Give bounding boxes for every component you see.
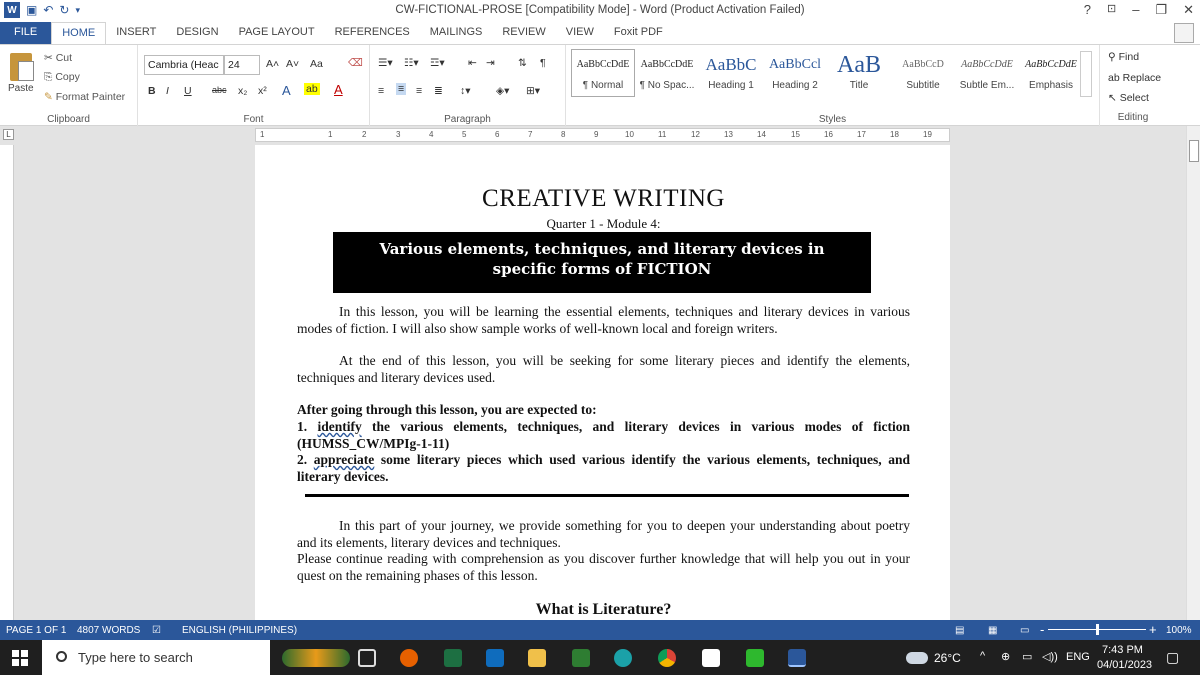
print-layout-icon[interactable]: ▦ bbox=[988, 625, 998, 636]
replace-icon: ab bbox=[1108, 72, 1123, 84]
copy-button[interactable]: ⎘ Copy bbox=[44, 71, 80, 83]
paragraph-label: Paragraph bbox=[444, 114, 491, 125]
cloud-weather-icon bbox=[906, 652, 928, 664]
banner-line-1: Various elements, techniques, and literary devices in bbox=[379, 240, 825, 258]
web-layout-icon[interactable]: ▭ bbox=[1020, 625, 1030, 636]
notifications-icon[interactable]: ▢ bbox=[1166, 649, 1180, 665]
vertical-ruler[interactable] bbox=[0, 145, 14, 620]
paragraph-4: Please continue reading with comprehension as you discover further knowledge that will help you out in your quest on the remaining phases of this lesson. bbox=[297, 551, 910, 583]
justify-icon[interactable]: ≣ bbox=[434, 85, 443, 97]
align-left-icon[interactable]: ≡ bbox=[378, 85, 385, 97]
editing-label: Editing bbox=[1117, 112, 1149, 123]
font-group bbox=[138, 45, 370, 127]
clear-formatting-icon[interactable]: ⌫ bbox=[348, 57, 363, 69]
tab-home[interactable]: HOME bbox=[51, 22, 106, 44]
styles-gallery bbox=[571, 49, 1083, 97]
input-language[interactable]: ENG bbox=[1066, 651, 1090, 663]
task-view-icon[interactable] bbox=[358, 649, 376, 667]
tab-insert[interactable]: INSERT bbox=[116, 26, 157, 38]
strikethrough-button[interactable]: abc bbox=[212, 85, 227, 95]
format-painter-button[interactable]: ✎ Format Painter bbox=[44, 91, 126, 103]
weather-widget-icon[interactable] bbox=[282, 649, 350, 667]
undo-icon[interactable]: ↶ bbox=[43, 3, 54, 17]
style-no-spacing[interactable]: AaBbCcDdE ¶ No Spac... bbox=[639, 59, 695, 91]
edge-icon[interactable] bbox=[614, 649, 632, 667]
word-count[interactable]: 4807 WORDS bbox=[77, 625, 141, 636]
subscript-button[interactable]: x₂ bbox=[238, 85, 248, 97]
cut-button[interactable]: ✂ Cut bbox=[44, 52, 73, 64]
app-icon[interactable] bbox=[572, 649, 590, 667]
change-case-button[interactable]: Aa bbox=[310, 58, 323, 70]
title-bar bbox=[0, 0, 1200, 22]
objective-1: 1. identify the various elements, techniques, and literary devices in various modes of fiction (HUMSS_CW/MPIg-1-11) bbox=[297, 419, 911, 451]
zoom-slider-thumb[interactable] bbox=[1096, 624, 1099, 635]
tray-app-icon[interactable]: ⊕ bbox=[1001, 651, 1011, 663]
chrome-icon[interactable] bbox=[658, 649, 676, 667]
styles-scroll[interactable] bbox=[1080, 51, 1092, 97]
show-marks-icon[interactable]: ¶ bbox=[540, 57, 546, 69]
proofing-icon[interactable]: ☑ bbox=[152, 625, 161, 636]
borders-icon[interactable]: ⊞▾ bbox=[526, 85, 541, 97]
document-subtitle: Quarter 1 - Module 4: bbox=[546, 216, 661, 231]
underline-button[interactable]: U bbox=[184, 85, 192, 97]
tab-mailings[interactable]: MAILINGS bbox=[429, 26, 483, 38]
taskbar-search[interactable] bbox=[42, 640, 270, 675]
vertical-scrollbar[interactable] bbox=[1186, 126, 1200, 620]
banner-line-2: specific forms of FICTION bbox=[492, 260, 712, 278]
document-title: CREATIVE WRITING bbox=[482, 185, 725, 212]
style-heading-1[interactable]: AaBbC Heading 1 bbox=[705, 55, 757, 91]
firefox-icon[interactable] bbox=[400, 649, 418, 667]
clock-time[interactable]: 7:43 PM bbox=[1102, 644, 1143, 656]
shrink-font-button[interactable]: A˅ bbox=[286, 58, 300, 70]
font-color-icon[interactable]: A bbox=[334, 82, 343, 97]
paintbrush-icon: ✎ bbox=[44, 91, 56, 103]
divider bbox=[305, 494, 909, 497]
status-bar bbox=[0, 620, 1200, 640]
word-logo-icon[interactable]: W bbox=[4, 2, 20, 18]
windows-start-icon[interactable] bbox=[12, 650, 28, 666]
taskbar bbox=[0, 640, 1200, 675]
decrease-indent-icon[interactable]: ⇤ bbox=[468, 57, 477, 69]
language-status[interactable]: ENGLISH (PHILIPPINES) bbox=[182, 625, 298, 636]
network-icon[interactable]: ▭ bbox=[1022, 651, 1033, 663]
paragraph-1: In this lesson, you will be learning the essential elements, techniques and literary devices in various modes of fiction. I will also show sample works of well-known local and foreign writers. bbox=[297, 304, 910, 336]
minimize-button[interactable]: – bbox=[1132, 2, 1140, 17]
line-spacing-icon[interactable]: ↕▾ bbox=[460, 85, 471, 97]
scrollbar-thumb[interactable] bbox=[1189, 140, 1199, 162]
font-name-select[interactable]: Cambria (Heac bbox=[144, 55, 224, 75]
bold-button[interactable]: B bbox=[148, 85, 156, 97]
volume-icon[interactable]: ◁)) bbox=[1042, 651, 1058, 663]
excel-icon[interactable] bbox=[444, 649, 462, 667]
multilevel-list-icon[interactable]: ☲▾ bbox=[430, 57, 445, 69]
horizontal-ruler[interactable]: 1 1 2 3 4 5 6 7 8 9 10 11 12 13 14 15 16 17 18 19 bbox=[255, 128, 950, 142]
style-title[interactable]: AaB Title bbox=[837, 52, 881, 91]
shading-icon[interactable]: ◈▾ bbox=[496, 85, 510, 97]
window-controls bbox=[1084, 2, 1194, 18]
objective-2: 2. appreciate some literary pieces which used various identify the various elements, techniques, and literary devices. bbox=[297, 452, 911, 484]
paste-icon[interactable] bbox=[8, 51, 36, 87]
increase-indent-icon[interactable]: ⇥ bbox=[486, 57, 495, 69]
search-placeholder: Type here to search bbox=[78, 650, 193, 665]
paragraph-group bbox=[370, 45, 566, 127]
ribbon-tabs bbox=[0, 22, 1200, 44]
temperature[interactable]: 26°C bbox=[934, 651, 961, 665]
scissors-icon: ✂ bbox=[44, 52, 56, 64]
save-icon[interactable]: ▣ bbox=[26, 3, 38, 17]
binoculars-icon: ⚲ bbox=[1108, 51, 1119, 63]
ribbon-home bbox=[0, 44, 1200, 126]
ribbon-display-icon[interactable]: ⊡ bbox=[1106, 3, 1117, 15]
tab-review[interactable]: REVIEW bbox=[502, 26, 546, 38]
search-icon bbox=[56, 651, 67, 662]
page-count[interactable]: PAGE 1 OF 1 bbox=[6, 625, 67, 636]
style-heading-2[interactable]: AaBbCcl Heading 2 bbox=[768, 57, 822, 91]
bullets-icon[interactable]: ☰▾ bbox=[378, 57, 393, 69]
document-app-icon[interactable] bbox=[702, 649, 720, 667]
tab-page-layout[interactable]: PAGE LAYOUT bbox=[238, 26, 315, 38]
copy-icon: ⎘ bbox=[44, 71, 56, 83]
mail-icon[interactable] bbox=[486, 649, 504, 667]
paste-button[interactable]: Paste bbox=[8, 83, 34, 94]
clock-date[interactable]: 04/01/2023 bbox=[1097, 659, 1153, 671]
document-page[interactable] bbox=[255, 145, 950, 620]
select-button[interactable]: ↖ Select bbox=[1108, 92, 1149, 104]
style-normal[interactable]: AaBbCcDdE ¶ Normal bbox=[571, 49, 635, 97]
font-label: Font bbox=[243, 114, 264, 125]
find-button[interactable]: ⚲ Find bbox=[1108, 51, 1140, 63]
style-emphasis[interactable]: AaBbCcDdE Emphasis bbox=[1025, 59, 1077, 91]
highlight-icon[interactable]: ab bbox=[306, 83, 318, 95]
close-button[interactable]: ✕ bbox=[1183, 2, 1194, 17]
zoom-level[interactable]: 100% bbox=[1166, 625, 1192, 636]
word-taskbar-icon[interactable] bbox=[788, 649, 806, 667]
clipboard-group bbox=[0, 45, 138, 127]
file-explorer-icon[interactable] bbox=[528, 649, 546, 667]
avatar[interactable] bbox=[1174, 23, 1194, 43]
objective-2-verb: appreciate bbox=[313, 452, 375, 467]
objective-1-verb: identify bbox=[317, 419, 362, 434]
objectives-heading: After going through this lesson, you are expected to: bbox=[297, 402, 597, 417]
font-size-select[interactable]: 24 bbox=[224, 55, 260, 75]
tab-selector[interactable]: L bbox=[3, 129, 14, 140]
cursor-icon: ↖ bbox=[1108, 92, 1120, 104]
sort-icon[interactable]: ⇅ bbox=[518, 57, 527, 69]
tab-foxit-pdf[interactable]: Foxit PDF bbox=[613, 26, 663, 38]
tab-view[interactable]: VIEW bbox=[565, 26, 594, 38]
style-subtle-emphasis[interactable]: AaBbCcDdE Subtle Em... bbox=[959, 59, 1015, 91]
style-subtitle[interactable]: AaBbCcD Subtitle bbox=[902, 59, 944, 91]
styles-label: Styles bbox=[818, 114, 847, 125]
tab-file[interactable]: FILE bbox=[0, 22, 51, 44]
restore-button[interactable]: ❐ bbox=[1155, 2, 1168, 17]
align-center-icon[interactable]: ≡ bbox=[398, 83, 405, 95]
read-mode-icon[interactable]: ▤ bbox=[955, 625, 965, 636]
window-title: CW-FICTIONAL-PROSE [Compatibility Mode] - Word (Product Activation Failed) bbox=[395, 4, 805, 16]
zoom-out-button[interactable]: - bbox=[1040, 622, 1045, 637]
text-effects-icon[interactable]: A bbox=[282, 83, 291, 98]
italic-button[interactable]: I bbox=[166, 85, 169, 97]
replace-button[interactable]: ab Replace bbox=[1108, 72, 1162, 84]
tray-chevron-icon[interactable]: ^ bbox=[980, 650, 986, 662]
redo-icon[interactable]: ↻ bbox=[59, 3, 70, 17]
paragraph-3: In this part of your journey, we provide something for you to deepen your understanding about poetry and its elements, literary devices and techniques. bbox=[297, 518, 910, 550]
superscript-button[interactable]: x² bbox=[258, 85, 267, 97]
customize-qat-icon[interactable]: ▾ bbox=[75, 4, 80, 15]
tab-design[interactable]: DESIGN bbox=[176, 26, 219, 38]
grow-font-button[interactable]: A˄ bbox=[266, 58, 280, 70]
tab-references[interactable]: REFERENCES bbox=[334, 26, 410, 38]
help-button[interactable]: ? bbox=[1083, 2, 1091, 17]
module-banner bbox=[333, 232, 871, 293]
clipboard-label: Clipboard bbox=[47, 114, 90, 125]
zoom-in-button[interactable]: + bbox=[1149, 622, 1157, 637]
cloud-app-icon[interactable] bbox=[746, 649, 764, 667]
section-heading: What is Literature? bbox=[535, 601, 672, 618]
paragraph-2: At the end of this lesson, you will be seeking for some literary pieces and identify the elements, techniques and literary devices used. bbox=[297, 353, 910, 385]
numbering-icon[interactable]: ☷▾ bbox=[404, 57, 419, 69]
align-right-icon[interactable]: ≡ bbox=[416, 85, 423, 97]
